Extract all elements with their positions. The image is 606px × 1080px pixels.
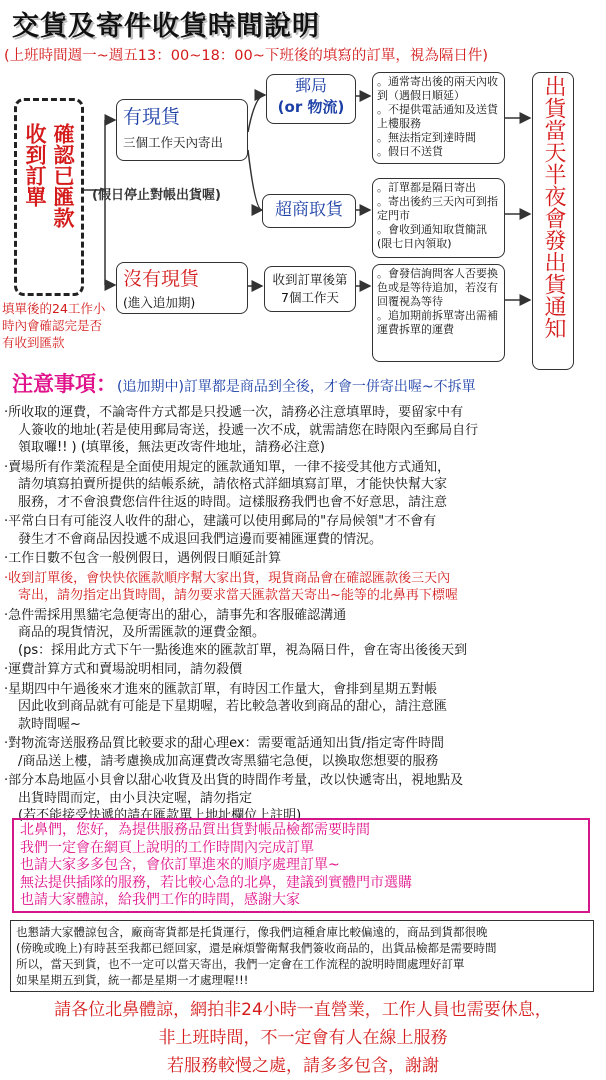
footer-message (0, 996, 606, 1080)
rule-line: ‧收到訂單後，會快快依匯款順序幫大家出貨，現貨商品會在確認匯款後三天內 (4, 570, 451, 586)
rule-line: ‧平常白日有可能沒人收件的甜心，建議可以使用郵局的"存局候領"才不會有 (4, 514, 437, 529)
no-stock-recv-box (264, 266, 356, 312)
post-box (266, 74, 356, 124)
rule-line: 因此收到商品就有可能是下星期喔，若比較急著收到商品的甜心，請注意匯 (18, 699, 448, 714)
rule-item (4, 570, 602, 605)
midnight-box (532, 72, 574, 370)
rule-line: /商品送上樓，請考慮換成加高運費改寄黑貓宅急便，以換取您想要的服務 (18, 753, 439, 769)
post-sub: (or 物流) (277, 98, 345, 116)
attention (12, 368, 476, 398)
rule-item (4, 607, 602, 660)
rule-item (4, 459, 602, 512)
rule-item (4, 404, 602, 457)
rule-line: (若不能接受快遞的請在匯款單上地址欄位上註明) (18, 808, 302, 823)
notice-line: 也懇請大家體諒包含，廠商寄貨都是托貨運行，像我們這種倉庫比較偏遠的，商品到貨都很晚 (16, 925, 488, 939)
pink-line: 我們一定會在網頁上說明的工作時間內完成訂單 (20, 839, 314, 856)
store-title: 超商取貨 (275, 200, 343, 220)
post-note: 。假日不送貨 (377, 145, 443, 158)
rule-line: 請勿填寫拍賣所提供的結帳系統，請依格式詳細填寫訂單，才能快快幫大家 (18, 477, 448, 492)
post-note: 。通常寄出後的兩天內收到（遇假日順延） (377, 75, 498, 102)
pink-line: 無法提供插隊的服務，若比較心急的北鼻，建議到實體門市選購 (20, 874, 412, 891)
rule-item (4, 735, 602, 770)
store-box (262, 194, 356, 228)
in-stock-desc: 三個工作天內寄出 (123, 135, 224, 150)
midnight-text: 出貨當天半夜會發出貨通知 (541, 75, 566, 339)
rule-line: ‧所收取的運費，不論寄件方式都是只投遞一次，請務必注意填單時，要留家中有 (4, 405, 464, 420)
store-notes (372, 178, 505, 258)
rule-line: 人簽收的地址(若是使用郵局寄送，投遞一次不成，就需請您在時限內至郵局自行 (18, 422, 479, 438)
rule-line: 款時間喔~ (18, 716, 81, 732)
rule-line: ‧運費計算方式和賣場說明相同，請勿殺價 (4, 662, 243, 677)
delivery-notice-box (10, 920, 594, 992)
rule-line: ‧部分本島地區小貝會以甜心收貨及出貨的時間作考量，改以快遞寄出，視地點及 (4, 773, 464, 788)
no-stock-box (116, 262, 248, 314)
rule-item (4, 550, 602, 568)
rule-line: 出貨時間而定，由小貝決定喔，請勿指定 (18, 790, 253, 806)
footer-line: 非上班時間，不一定會有人在線上服務 (158, 1028, 448, 1048)
post-notes (372, 72, 505, 164)
post-note: 。無法指定到達時間 (377, 131, 476, 144)
notice-line: 如果星期五到貨，統一都是星期一才處理喔!!! (16, 973, 249, 987)
notice-line: (傍晚或晚上)有時甚至我都已經回家，還是麻煩警衛幫我們簽收商品的，出貨品檢都是需要時間 (16, 941, 497, 955)
rules-list (4, 404, 602, 827)
rule-line: (ps：採用此方式下午一點後進來的匯款訂單，視為隔日件，會在寄出後後天到 (18, 642, 468, 658)
rule-line: 服務，才不會浪費您信件往返的時間。這樣服務我們也會不好意思，請注意 (18, 494, 448, 510)
attention-label: 注意事項： (12, 372, 117, 396)
no-stock-notes (372, 264, 505, 362)
no-stock-title: 沒有現貨 (123, 268, 200, 290)
pink-notice-box (12, 818, 590, 913)
in-stock-title: 有現貨 (123, 106, 181, 128)
notice-line: 所以，當天到貨，也不一定可以當天寄出，我們一定會在工作流程的說明時間處理好訂單 (16, 957, 465, 971)
rule-line: 商品的現貨情況，及所需匯款的運費金額。 (18, 625, 266, 640)
rule-line: ‧對物流寄送服務品質比較要求的甜心理ex：需要電話通知出貨/指定寄件時間 (4, 736, 444, 751)
rule-line: ‧急件需採用黑貓宅急便寄出的甜心，請事先和客服確認溝通 (4, 607, 347, 623)
pink-line: 也請大家多多包含，會依訂單進來的順序處理訂單~ (20, 857, 340, 873)
receipt-order-text: 收到訂單 (23, 123, 47, 207)
footer-line: 若服務較慢之處，請多多包含，謝謝 (167, 1056, 439, 1076)
post-note: 。不提供電話通知及送貨上樓服務 (377, 103, 498, 130)
rule-item (4, 513, 602, 548)
rule-line: 寄出，請勿指定出貨時間，請勿要求當天匯款當天寄出~能等的北鼻再下標喔 (18, 588, 458, 603)
pink-line: 也請大家體諒，給我們工作的時間，感謝大家 (20, 892, 300, 908)
no-stock-note: 。追加期前拆單寄出需補運費拆單的運費 (377, 309, 498, 336)
store-note: 。寄出後約三天內可到指定門市 (377, 195, 498, 222)
post-title: 郵局 (294, 76, 327, 95)
confirm-note: 填單後的24工作小時內會確認完是否有收到匯款 (2, 301, 106, 350)
in-stock-box (116, 99, 248, 161)
footer-line: 請各位北鼻體諒，網拍非24小時一直營業，工作人員也需要休息， (54, 1000, 552, 1020)
attention-text: (追加期中)訂單都是商品到全後，才會一併寄出喔~不拆單 (117, 379, 476, 395)
holiday-note: (假日停止對帳出貨喔) (92, 188, 221, 203)
no-stock-recv: 收到訂單後第7個工作天 (272, 272, 348, 305)
pink-line: 北鼻們，您好，為提供服務品質出貨對帳品檢都需要時間 (20, 822, 370, 838)
store-note: 。訂單都是隔日寄出 (377, 181, 476, 194)
rule-line: 領取囉!! ) (填單後，無法更改寄件地址，請務必注意) (18, 440, 325, 455)
page-subtitle: (上班時間週一~週五13：00~18：00~下班後的填寫的訂單，視為隔日件) (4, 48, 489, 64)
no-stock-desc: (進入追加期) (123, 295, 196, 310)
rule-item (4, 681, 602, 734)
confirm-payment-text: 確認已匯款 (51, 123, 75, 228)
confirm-payment-box (14, 98, 84, 296)
rule-line: ‧賣場所有作業流程是全面使用規定的匯款通知單，一律不接受其他方式通知， (4, 459, 451, 475)
store-note: 。會收到通知取貨簡訊(限七日內領取) (377, 223, 487, 250)
page-title: 交貨及寄件收貨時間說明 (12, 11, 320, 42)
rule-item (4, 772, 602, 825)
rule-line: ‧星期四中午過後來才進來的匯款訂單，有時因工作量大，會排到星期五對帳 (4, 681, 438, 697)
no-stock-note: 。會發信詢問客人否要換色或是等待追加，若沒有回覆視為等待 (377, 267, 498, 308)
rule-line: ‧工作日數不包含一般例假日，遇例假日順延計算 (4, 551, 282, 566)
rule-item (4, 661, 602, 679)
rule-line: 發生才不會商品因投遞不成退回我們這邊而要補匯運費的情況。 (18, 531, 383, 547)
